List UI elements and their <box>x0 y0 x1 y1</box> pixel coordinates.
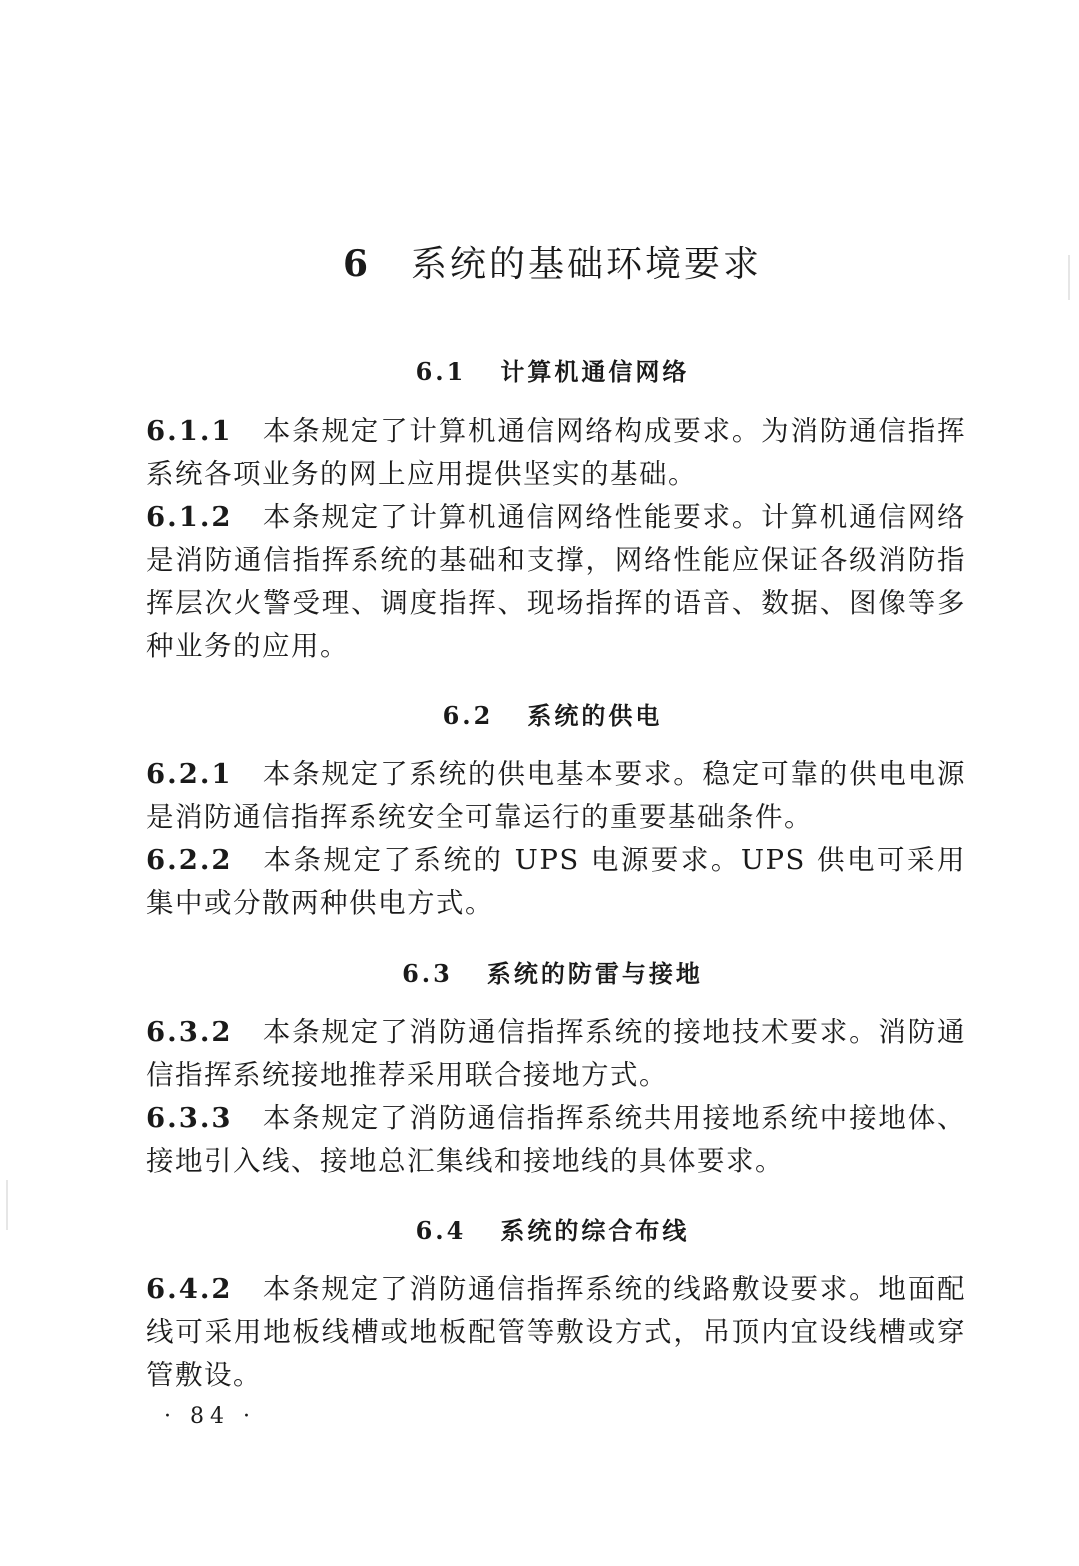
page-number: · 84 · <box>164 1404 256 1429</box>
section-number: 6.1 <box>415 357 467 386</box>
clause-number: 6.1.1 <box>146 415 233 447</box>
section-heading-6-4 <box>0 1211 1079 1246</box>
clause-text: 本条规定了系统的供电基本要求。稳定可靠的供电电源是消防通信指挥系统安全可靠运行的重要基础条件。 <box>146 758 966 833</box>
chapter-number: 6 <box>342 243 372 285</box>
section-number: 6.2 <box>442 701 494 730</box>
section-number: 6.3 <box>402 959 453 988</box>
clause-6-2-1 <box>146 753 966 839</box>
section-title: 系统的防雷与接地 <box>486 960 703 988</box>
clause-text: 本条规定了消防通信指挥系统的线路敷设要求。地面配线可采用地板线槽或地板配管等敷设方式，吊顶内宜设线槽或穿管敷设。 <box>146 1273 966 1391</box>
clause-text: 本条规定了消防通信指挥系统的接地技术要求。消防通信指挥系统接地推荐采用联合接地方式。 <box>146 1016 966 1091</box>
clause-number: 6.1.2 <box>146 501 233 533</box>
section-heading-6-1 <box>0 352 1079 387</box>
section-number: 6.4 <box>415 1216 467 1245</box>
chapter-title <box>0 236 1079 287</box>
clause-text: 本条规定了消防通信指挥系统共用接地系统中接地体、接地引入线、接地总汇集线和接地线的具体要求。 <box>146 1102 966 1177</box>
clause-6-1-1 <box>146 410 966 496</box>
clause-number: 6.3.3 <box>146 1102 233 1134</box>
clause-number: 6.3.2 <box>146 1016 233 1048</box>
clause-text: 本条规定了系统的 UPS 电源要求。UPS 供电可采用集中或分散两种供电方式。 <box>146 844 966 919</box>
section-heading-6-2 <box>0 696 1079 731</box>
clause-text: 本条规定了计算机通信网络构成要求。为消防通信指挥系统各项业务的网上应用提供坚实的基础。 <box>146 415 966 490</box>
clause-text: 本条规定了计算机通信网络性能要求。计算机通信网络是消防通信指挥系统的基础和支撑，网络性能应保证各级消防指挥层次火警受理、调度指挥、现场指挥的语音、数据、图像等多种业务的应用。 <box>146 501 966 662</box>
section-title: 计算机通信网络 <box>500 358 690 386</box>
clause-number: 6.2.2 <box>146 844 233 876</box>
section-title: 系统的综合布线 <box>500 1217 690 1245</box>
section-title: 系统的供电 <box>527 702 663 730</box>
clause-6-3-3 <box>146 1097 966 1183</box>
clause-6-3-2 <box>146 1011 966 1097</box>
clause-number: 6.2.1 <box>146 758 233 790</box>
clause-6-4-2 <box>146 1268 966 1397</box>
clause-6-2-2 <box>146 839 966 925</box>
scan-edge-mark <box>6 1180 8 1230</box>
chapter-title-text: 系统的基础环境要求 <box>411 244 763 285</box>
clause-6-1-2 <box>146 496 966 668</box>
section-heading-6-3 <box>0 954 1079 989</box>
clause-number: 6.4.2 <box>146 1273 233 1305</box>
scan-edge-mark <box>1068 255 1070 300</box>
